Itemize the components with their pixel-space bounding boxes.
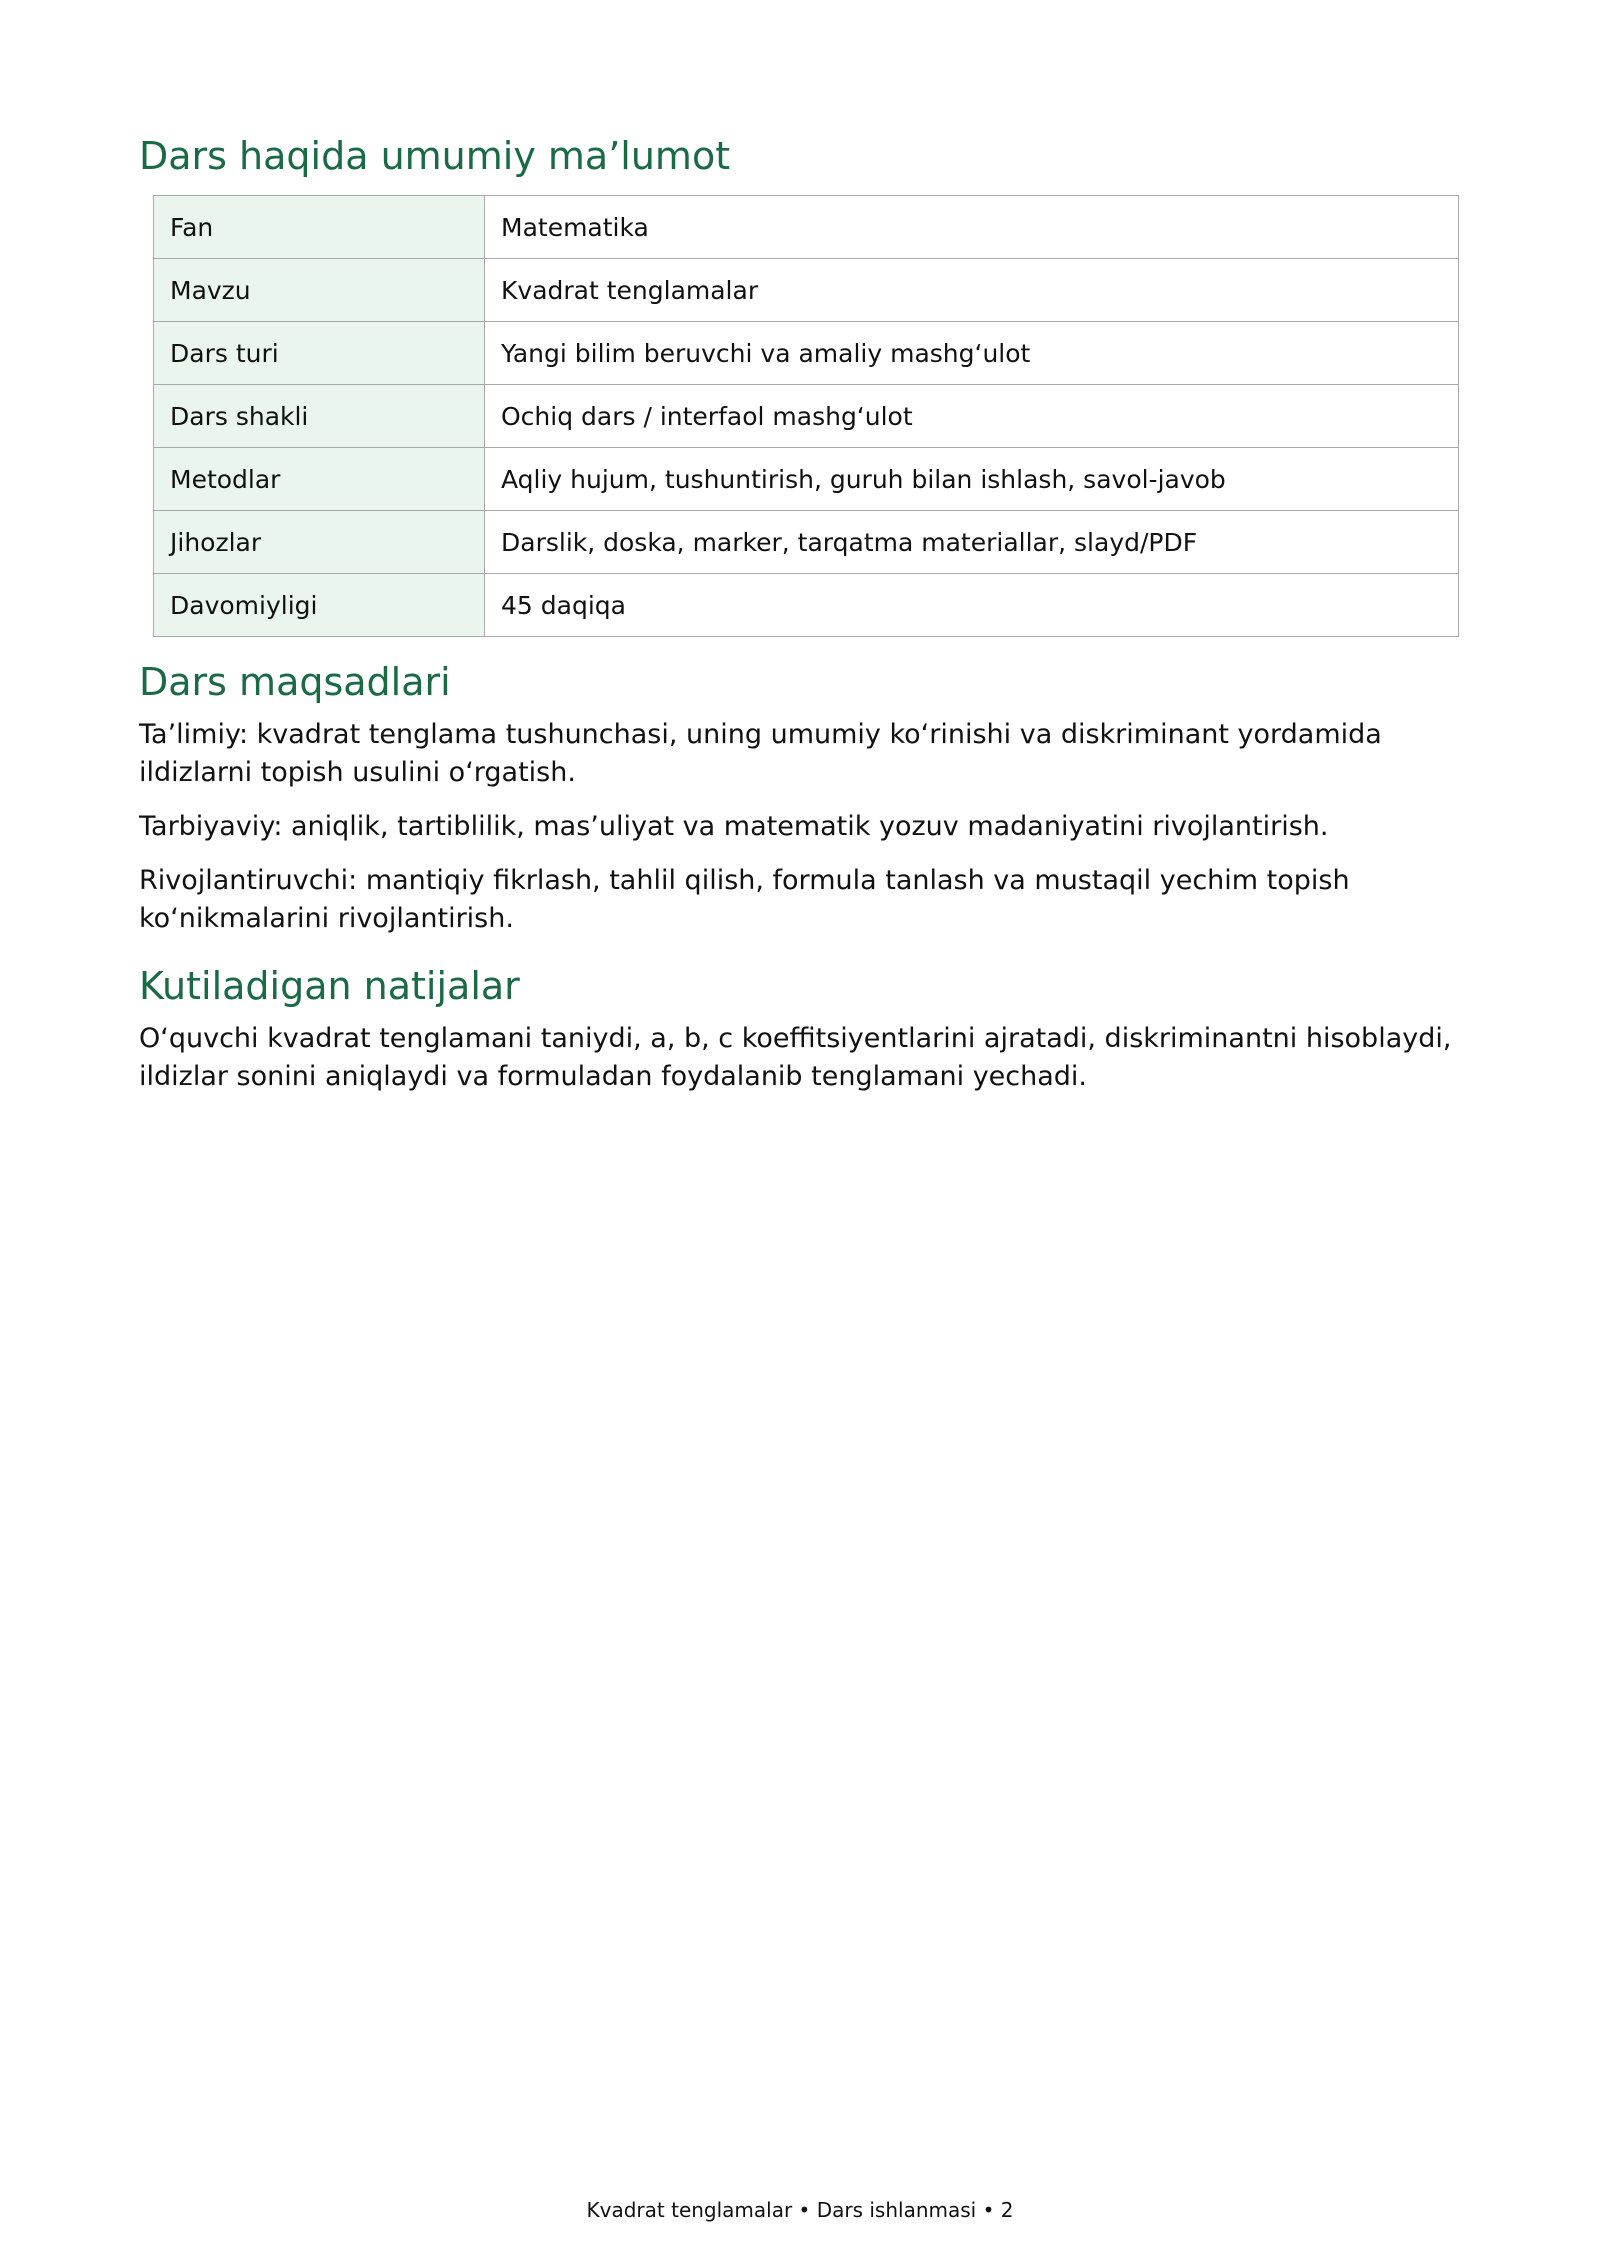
row-label: Davomiyligi <box>154 574 485 637</box>
section-lesson-goals <box>139 654 1459 938</box>
row-label: Dars shakli <box>154 385 485 448</box>
table-row <box>154 385 1459 448</box>
table-row <box>154 322 1459 385</box>
table-row <box>154 448 1459 511</box>
row-value: Ochiq dars / interfaol mashg‘ulot <box>485 385 1459 448</box>
section-heading-lesson-goals: Dars maqsadlari <box>139 660 451 704</box>
row-value: 45 daqiqa <box>485 574 1459 637</box>
row-value: Yangi bilim beruvchi va amaliy mashg‘ulot <box>485 322 1459 385</box>
table-row <box>154 511 1459 574</box>
goal-paragraph-upbringing: Tarbiyaviy: aniqlik, tartiblilik, mas’uliyat va matematik yozuv madaniyatini rivojlantirish. <box>139 811 1329 842</box>
row-value: Matematika <box>485 196 1459 259</box>
table-row <box>154 574 1459 637</box>
row-label: Fan <box>154 196 485 259</box>
page-footer: Kvadrat tenglamalar • Dars ishlanmasi • 2 <box>586 2198 1014 2222</box>
goal-paragraph-educational: Ta’limiy: kvadrat tenglama tushunchasi, uning umumiy ko‘rinishi va diskriminant yordamida ildizlarni topish usulini o‘rgatish. <box>139 719 1382 788</box>
results-paragraph: O‘quvchi kvadrat tenglamani taniydi, a, b, c koeffitsiyentlarini ajratadi, diskriminantni hisoblaydi, ildizlar sonini aniqlaydi va formuladan foydalanib tenglamani yechadi. <box>139 1023 1452 1092</box>
section-general-info <box>139 128 1459 637</box>
section-heading-expected-results: Kutiladigan natijalar <box>139 964 520 1008</box>
section-expected-results <box>139 958 1459 1096</box>
row-value: Darslik, doska, marker, tarqatma materiallar, slayd/PDF <box>485 511 1459 574</box>
goal-paragraph-developmental: Rivojlantiruvchi: mantiqiy fikrlash, tahlil qilish, formula tanlash va mustaqil yechim topish ko‘nikmalarini rivojlantirish. <box>139 865 1350 934</box>
lesson-info-table <box>153 195 1459 637</box>
row-label: Mavzu <box>154 259 485 322</box>
row-label: Dars turi <box>154 322 485 385</box>
table-row <box>154 259 1459 322</box>
row-value: Aqliy hujum, tushuntirish, guruh bilan ishlash, savol-javob <box>485 448 1459 511</box>
row-label: Jihozlar <box>154 511 485 574</box>
row-label: Metodlar <box>154 448 485 511</box>
table-row <box>154 196 1459 259</box>
row-value: Kvadrat tenglamalar <box>485 259 1459 322</box>
section-heading-general-info: Dars haqida umumiy ma’lumot <box>139 134 731 178</box>
page-content <box>139 128 1459 1112</box>
